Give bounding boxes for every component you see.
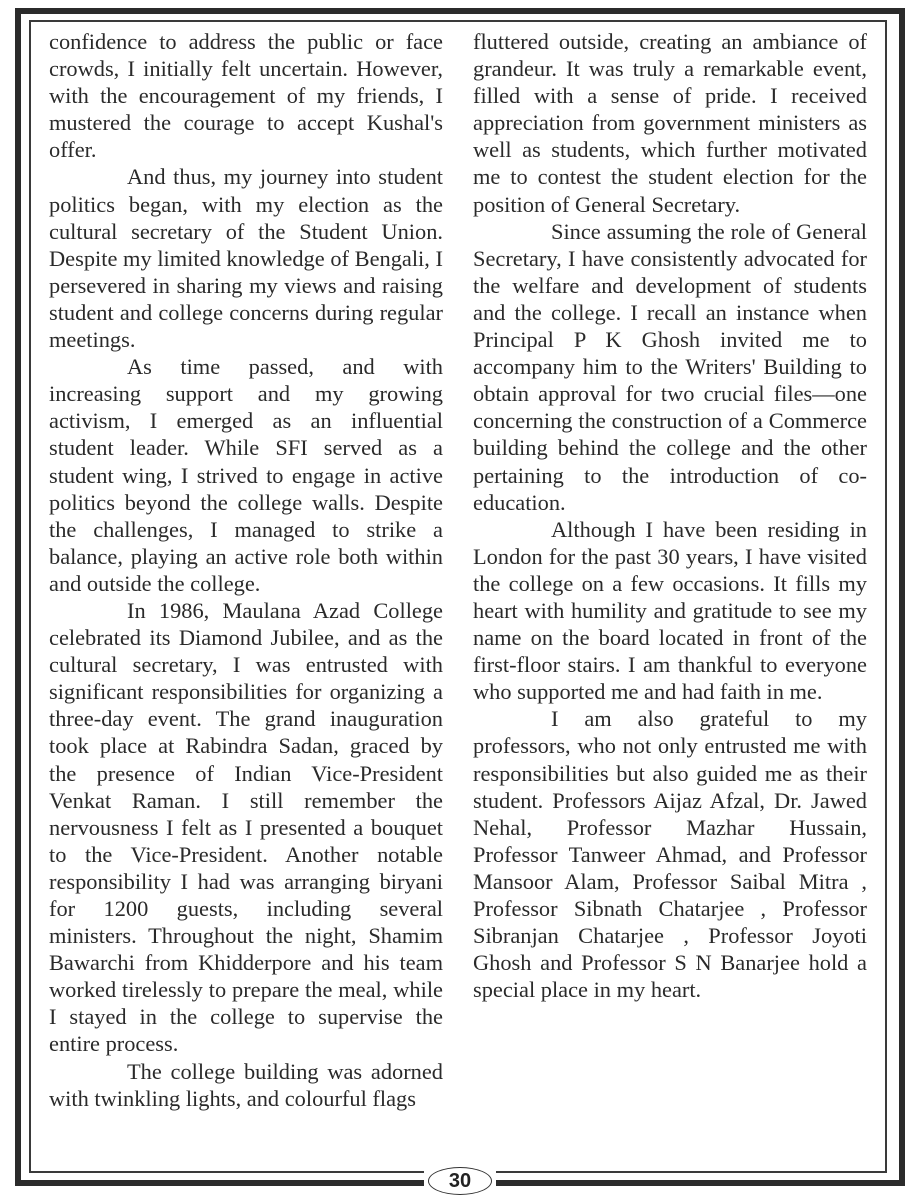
- paragraph: Although I have been residing in London for the past 30 years, I have visited the college on a few occasions. It fills my heart with humility and gratitude to see my name on the board located in front of the first-floor stairs. I am thankful to everyone who supported me and had faith in me.: [473, 516, 867, 705]
- paragraph: And thus, my journey into student politics began, with my election as the cultural secretary of the Student Union. Despite my limited knowledge of Bengali, I persevered in sharing my views and raising student and college concerns during regular meetings.: [49, 164, 443, 353]
- right-column: [473, 28, 867, 1148]
- paragraph: fluttered outside, creating an ambiance of grandeur. It was truly a remarkable event, filled with a sense of pride. I received appreciation from government ministers as well as students, which further motivated me to contest the student election for the position of General Secretary.: [473, 29, 867, 217]
- left-column: [49, 28, 443, 1148]
- paragraph: As time passed, and with increasing support and my growing activism, I emerged as an influential student leader. While SFI served as a student wing, I strived to engage in active politics beyond the college walls. Despite the challenges, I managed to strike a balance, playing an active role both within and outside the college.: [49, 354, 443, 596]
- paragraph: Since assuming the role of General Secretary, I have consistently advocated for the welfare and development of students and the college. I recall an instance when Principal P K Ghosh invited me to accompany him to the Writers' Building to obtain approval for two crucial files—one concerning the construction of a Commerce building behind the college and the other pertaining to the introduction of co-education.: [473, 218, 867, 515]
- paragraph: The college building was adorned with twinkling lights, and colourful flags: [49, 1058, 443, 1111]
- page-number-container: [424, 1166, 496, 1196]
- page-number: 30: [428, 1167, 492, 1195]
- paragraph: I am also grateful to my professors, who not only entrusted me with responsibilities but also guided me as their student. Professors Aijaz Afzal, Dr. Jawed Nehal, Professor Mazhar Hussain, Professor Tanweer Ahmad, and Professor Mansoor Alam, Professor Saibal Mitra , Professor Sibnath Chatarjee , Professor Sibranjan Chatarjee , Professor Joyoti Ghosh and Professor S N Banarjee hold a special place in my heart.: [473, 706, 867, 1003]
- article-body: [49, 28, 867, 1148]
- paragraph: confidence to address the public or face crowds, I initially felt uncertain. However, with the encouragement of my friends, I mustered the courage to accept Kushal's offer.: [49, 29, 443, 163]
- paragraph: In 1986, Maulana Azad College celebrated its Diamond Jubilee, and as the cultural secretary, I was entrusted with significant responsibilities for organizing a three-day event. The grand inauguration took place at Rabindra Sadan, graced by the presence of Indian Vice-President Venkat Raman. I still remember the nervousness I felt as I presented a bouquet to the Vice-President. Another notable responsibility I had was arranging biryani for 1200 guests, including several ministers. Throughout the night, Shamim Bawarchi from Khidderpore and his team worked tirelessly to prepare the meal, while I stayed in the college to supervise the entire process.: [49, 597, 443, 1057]
